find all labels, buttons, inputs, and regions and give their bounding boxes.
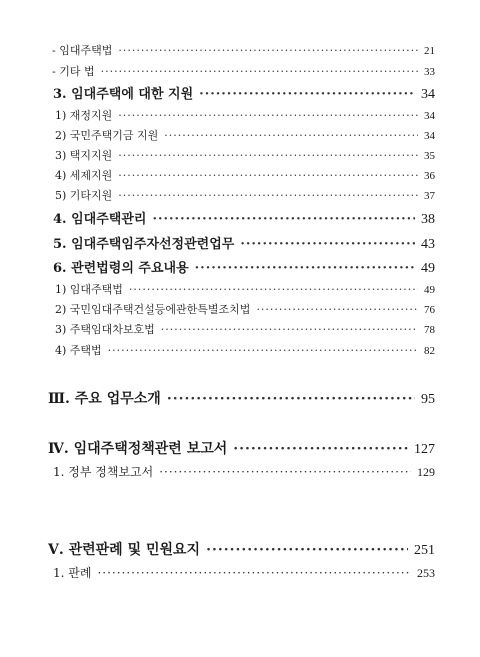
toc-entry [0,167,480,183]
dot-leader [118,189,418,202]
toc-entry [0,83,480,103]
toc-entry-page: 251 [414,543,435,558]
toc-entry-page: 49 [424,284,435,296]
dot-leader [164,129,418,142]
dot-leader [159,465,411,479]
toc-entry-page: 34 [421,87,435,102]
toc-entry [0,301,480,317]
toc-entry-title: - 임대주택법 [52,44,113,57]
toc-entry-page: 21 [424,45,435,57]
dot-leader [161,323,418,336]
toc-entry [0,233,480,253]
toc-entry [0,42,480,58]
toc-entry-title: 1) 재정지원 [55,109,113,122]
toc-entry-title: 2) 국민임대주택건설등에관한특별조치법 [55,303,251,316]
toc-entry-title: 3) 주택임대차보호법 [55,323,155,336]
toc-entry [0,107,480,123]
dot-leader [101,65,418,78]
toc-entry-title: 1) 임대주택법 [55,283,123,296]
dot-leader [167,391,415,407]
toc-entry [0,281,480,297]
toc-entry [0,388,480,408]
toc-entry-page: 38 [421,212,435,227]
toc-entry-title: Ⅳ. 임대주택정책관련 보고서 [48,441,228,457]
toc-entry [0,187,480,203]
toc-entry-title: 5) 기타지원 [55,189,113,202]
toc-entry-title: 2) 국민주택기금 지원 [55,129,159,142]
toc-entry-title: - 기타 법 [52,65,95,78]
toc-entry-title: Ⅲ. 주요 업무소개 [48,391,161,407]
dot-leader [118,44,418,57]
dot-leader [118,109,418,122]
toc-entry-page: 76 [424,304,435,316]
toc-entry-page: 34 [424,110,435,122]
dot-leader [152,212,415,227]
toc-entry-title: Ⅴ. 관련판례 및 민원요지 [48,542,201,558]
toc-entry-page: 35 [424,150,435,162]
toc-entry-page: 43 [421,237,435,252]
dot-leader [118,169,418,182]
dot-leader [256,303,418,316]
toc-entry-title: 6. 관련법령의 주요내용 [53,261,189,276]
toc-entry-page: 33 [424,66,435,78]
toc-entry [0,564,480,581]
toc-entry-title: 1. 판례 [53,566,92,580]
toc-entry-title: 4) 주택법 [55,344,102,357]
dot-leader [108,344,418,357]
toc-entry-title: 4. 임대주택관리 [53,212,147,227]
toc-entry-page: 82 [424,345,435,357]
toc-entry-title: 3) 택지지원 [55,149,113,162]
toc-entry-page: 78 [424,324,435,336]
toc-entry [0,539,480,559]
toc-entry [0,147,480,163]
toc-entry [0,463,480,480]
toc-entry-title: 3. 임대주택에 대한 지원 [53,87,194,102]
toc-entry-page: 49 [421,261,435,276]
toc-entry-page: 127 [414,442,435,457]
toc-entry [0,208,480,228]
toc-entry-title: 1. 정부 정책보고서 [53,465,154,479]
dot-leader [195,261,415,276]
dot-leader [97,566,411,580]
dot-leader [240,237,415,252]
toc-entry-page: 34 [424,130,435,142]
toc-entry [0,63,480,79]
dot-leader [129,283,418,296]
dot-leader [199,87,415,102]
toc-entry [0,342,480,358]
toc-entry-title: 5. 임대주택임주자선정관련업무 [53,237,235,252]
toc-entry [0,127,480,143]
toc-entry-page: 37 [424,190,435,202]
toc-entry-page: 253 [417,566,435,580]
dot-leader [233,441,408,457]
toc-entry-page: 95 [421,392,435,407]
toc-entry [0,438,480,458]
dot-leader [206,542,408,558]
toc-entry [0,257,480,277]
toc-entry [0,321,480,337]
dot-leader [118,149,418,162]
toc-entry-page: 129 [417,465,435,479]
toc-entry-title: 4) 세제지원 [55,169,113,182]
toc-entry-page: 36 [424,170,435,182]
